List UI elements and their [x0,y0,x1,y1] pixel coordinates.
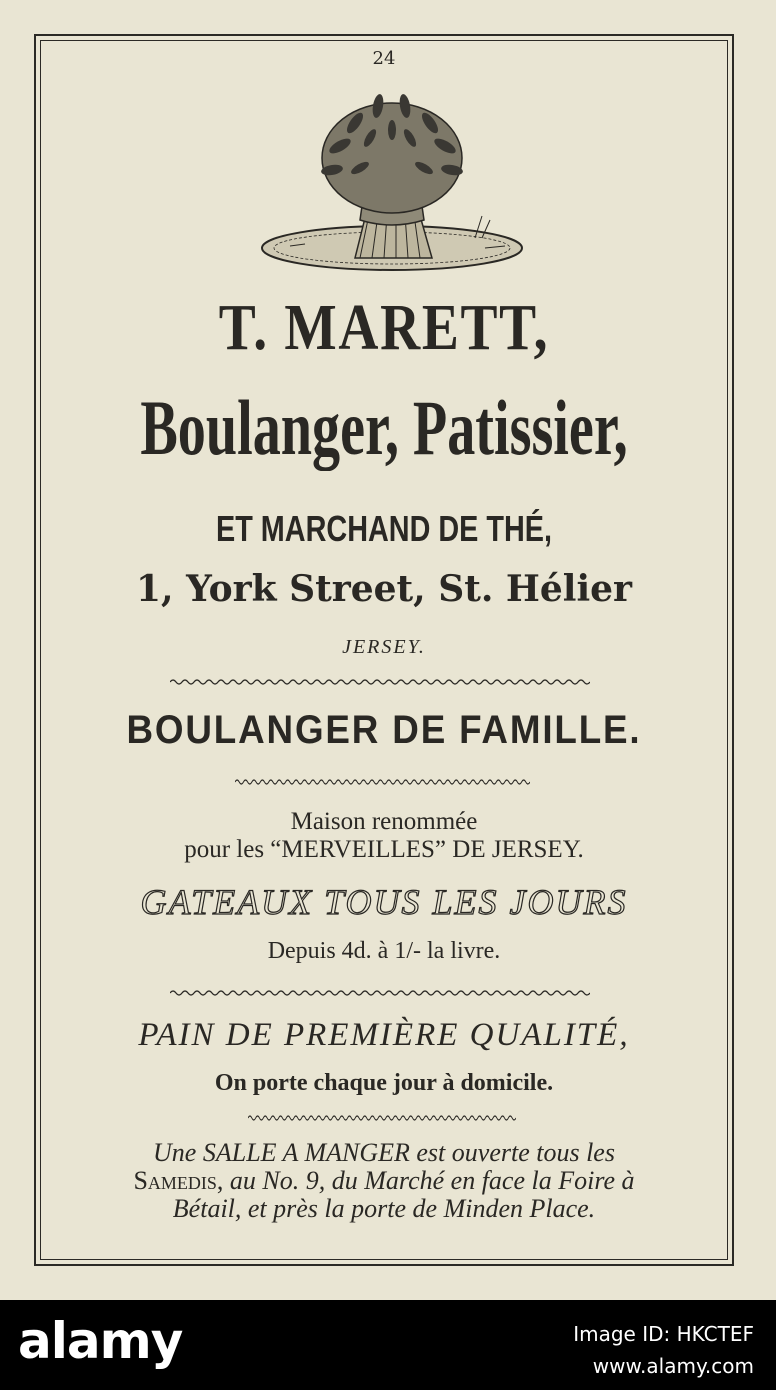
dining-line-2 [40,1166,728,1196]
dining-line-2-rest: au No. 9, du Marché en face la Foire à [223,1166,635,1195]
house-line-1: Maison renommée [290,808,478,835]
delivery-line: On porte chaque jour à domicile. [214,1070,554,1096]
cakes-heading: GATEAUX TOUS LES JOURS [140,882,628,922]
site-url: www.alamy.com [592,1354,754,1378]
bread-heading: PAIN DE PREMIÈRE QUALITÉ, [138,1017,630,1053]
wheat-sheaf-icon [260,88,525,278]
image-id-block [573,1318,754,1382]
dining-day: Samedis, [133,1166,224,1195]
street-address: 1, York Street, St. Hélier [135,568,633,610]
ornamental-rule [248,1114,516,1122]
ornamental-rule [170,678,590,686]
ornamental-rule [235,778,530,786]
ornamental-rule [170,989,590,997]
dining-line-3: Bétail, et près la porte de Minden Place. [172,1194,596,1223]
trades-heading: Boulanger, Patissier, [140,384,628,471]
alamy-logo: alamy [18,1312,183,1370]
cakes-price: Depuis 4d. à 1/- la livre. [267,938,501,964]
image-id: Image ID: HKCTEF [573,1322,754,1346]
family-baker-heading: BOULANGER DE FAMILLE. [126,708,642,752]
merchant-line: ET MARCHAND DE THÉ, [216,508,552,549]
page-number: 24 [372,48,396,69]
business-name: T. MARETT, [218,291,550,364]
dining-line-1: Une SALLE A MANGER est ouverte tous les [153,1138,615,1167]
place-name: JERSEY. [342,636,426,658]
house-line-2: pour les “MERVEILLES” DE JERSEY. [184,836,584,863]
